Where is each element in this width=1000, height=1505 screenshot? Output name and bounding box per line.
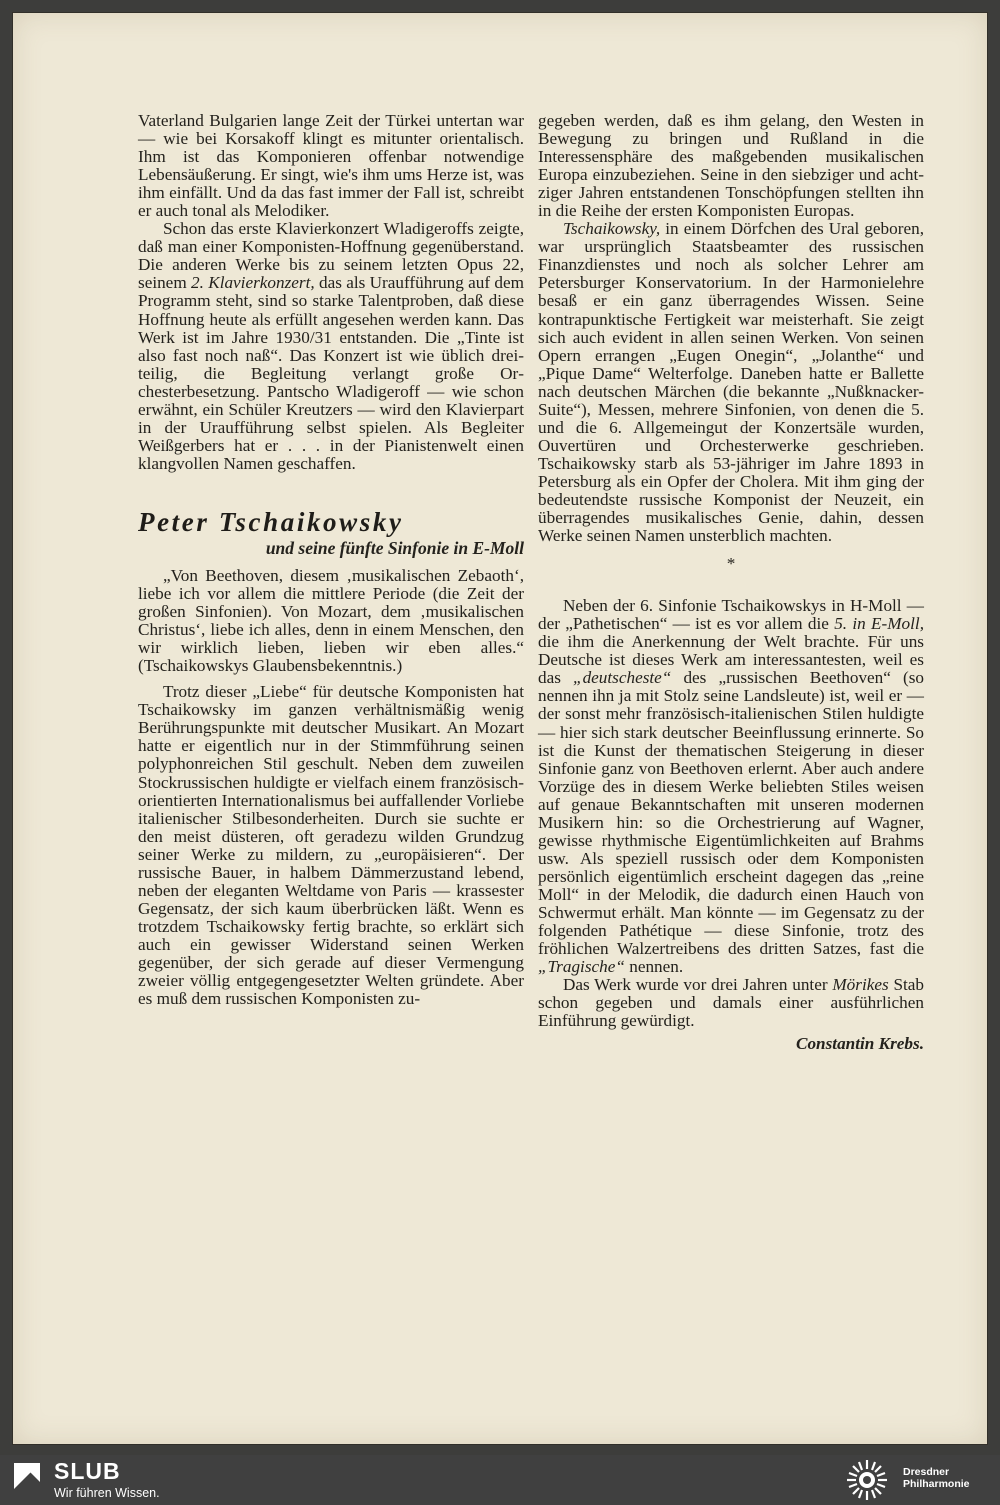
emphasis-text: „Tragische“ — [538, 957, 625, 977]
emphasis-text: 2. Klavierkonzert, — [191, 273, 315, 293]
text-column-left — [138, 112, 524, 1008]
author-signature: Constantin Krebs. — [796, 1034, 924, 1054]
paragraph — [538, 220, 924, 545]
partner-name-line: Philharmonie — [903, 1478, 970, 1490]
partner-name-line: Dresdner — [903, 1466, 950, 1478]
emphasis-text: Tschaikowsky, — [562, 219, 661, 239]
emphasis-text: „deutscheste“ — [573, 668, 672, 688]
slub-tagline: Wir führen Wissen. — [54, 1486, 160, 1500]
partner-name[interactable] — [903, 1466, 970, 1490]
philharmonie-logo-icon[interactable] — [840, 1458, 894, 1502]
footer-bar — [0, 1455, 1000, 1505]
text-run: das als Uraufführung auf dem Programm steht, sind so starke Talentproben, daß diese Hoffnung heute als erfüllt angesehen werden kann. Das Werk ist im Jahre 1930/31 entstanden. Die „Tinte ist also fast noch naß“. Das Konzert ist wie üblich dreiteilig, die Begleitung verlangt große Orchesterbesetzung. Pantscho Wladigeroff — wie schon erwähnt, ein Schüler Kreutzers — wird den Klavierpart in der Uraufführung selbst spielen. Als Begleiter Weißgerbers hat er . . . in der Pianistenwelt einen klangvollen Namen geschaffen. — [138, 273, 525, 473]
paragraph — [538, 976, 924, 1030]
text-run: Stab schon gegeben und damals einer ausführlichen Einführung gewürdigt. — [538, 975, 925, 1031]
slub-name[interactable]: SLUB — [54, 1458, 121, 1484]
section-subheading: und seine fünfte Sinfonie in E-Moll — [265, 537, 524, 558]
paragraph: gegeben werden, daß es ihm gelang, den Westen in Bewegung zu bringen und Rußland in die Interessensphäre des maßgebenden musikalischen Europa einzubeziehen. Seine in den siebziger und achtziger Jahren entstandenen Tonschöpfungen stellten ihn in die Reihe der ersten Komponisten Europas. — [538, 111, 924, 221]
epigraph-quote: „Von Beethoven, diesem ‚musikalischen Zebaoth‘, liebe ich vor allem die mittlere Periode (die Zeit der großen Sinfonien). Von Mozart, dem ‚musikalischen Christus‘, liebe ich alles, denn in einem Menschen, den wir wirklich lieben, lieben wir eben alles.“ (Tschaikowskys Glaubensbekenntnis.) — [138, 565, 524, 676]
text-run: Schon das erste Klavierkonzert Wladigeroffs zeigte, daß man einer Komponisten-Hoffnung gegenüberstand. Die anderen Werke bis zu seinem letzten Opus 22, seinem — [138, 219, 524, 293]
text-run: nennen. — [624, 957, 684, 977]
text-run: die ihm die Anerkennung der Welt brachte. Für uns Deutsche ist dieses Werk am interessantesten, weil es das — [538, 632, 924, 688]
section-separator: * — [726, 554, 736, 574]
text-run: des „russischen Beethoven“ (so nennen ihn ja mit Stolz seine Landsleute) ist, weil er — der sonst mehr französisch-italienischen Stilen huldigte — hier sich stark deutscher Beeinflussung erinnerte. So ist die Kunst der thematischen Steigerung in dieser Sinfonie ganz von Beethoven erlernt. Aber auch andere Vorzüge des in diesem Werke beliebten Stiles weisen auf genaue Bekanntschaften mit unseren modernen Musikern hin: so die Orchestrierung auf Wagner, gewisse rhythmische Eigentümlichkeiten auf Brahms usw. Als speziell russisch oder dem Komponisten persönlich eigentümlich erscheint dagegen das „reine Moll“ in der Melodik, die dadurch einen Hauch von Schwermut erhält. Man könnte — im Gegensatz zu der folgenden Pathétique — diese Sinfonie, trotz des fröhlichen Walzertreibens des dritten Satzes, fast die — [538, 668, 924, 959]
paragraph — [538, 597, 924, 976]
paragraph: Trotz dieser „Liebe“ für deutsche Komponisten hat Tschaikowsky im ganzen verhältnismäßig wenig Berührungspunkte mit deutscher Musikart. An Mozart hatte er eigentlich nur in der Stimmführung seinen polyphonreichen Stil geschult. Neben dem zuweilen Stockrussischen huldigte er vielfach einem französisch-orientierten Internationalismus bei auffallender Vorliebe italienischer Stilbesonderheiten. Durch sie suchte er den meist düsteren, oft geradezu wilden Grundzug seiner Werke zu mildern, zu „europäisieren“. Der russische Bauer, in halbem Dämmerzustand lebend, neben der eleganten Weltdame von Paris — krassester Gegensatz, der sich kaum überbrücken läßt. Wenn es trotzdem Tschaikowsky fertig brachte, so erklärt sich auch ein gewisser Widerstand seinen Werken gegenüber, der sich gerade auf dieser Vermengung zweier völlig entgegengesetzter Welten gründete. Aber es muß dem russischen Komponisten zu- — [138, 682, 524, 1009]
emphasis-text: 5. in E-Moll, — [834, 614, 924, 634]
paragraph: Vaterland Bulgarien lange Zeit der Türkei untertan war — wie bei Korsakoff klingt es mitunter orientalisch. Ihm ist das Komponieren offenbar notwendige Lebensäußerung. Er singt, wie's ihm ums Herze ist, was ihm einfällt. Und da das fast immer der Fall ist, schreibt er auch tonal als Melodiker. — [138, 111, 524, 221]
slub-logo-icon[interactable] — [12, 1461, 42, 1491]
paragraph — [138, 220, 524, 473]
text-run: Das Werk wurde vor drei Jahren unter — [562, 975, 833, 995]
text-run: in einem Dörfchen des Ural geboren, war ursprünglich Staatsbeamter des russischen Finanzdienstes und noch als solcher Lehrer am Petersburger Konservatorium. In der Harmonielehre besaß er ein ganz überragendes Wissen. Seine kontrapunktische Fertigkeit war meisterhaft. Sie zeigt sich auch evident in allen seinen Werken. Von seinen Opern errangen „Eugen Onegin“, „Jolanthe“ und „Pique Dame“ Welterfolge. Daneben hatte er Ballette nach deutschen Märchen (die bekannte „Nußknacker-Suite“), Messen, mehrere Sinfonien, von denen die 5. und die 6. Allgemeingut der Konzertsäle wurden, Ouvertüren und Orchesterwerke geschrieben. Tschaikowsky starb als 53-jähriger im Jahre 1893 in Petersburg als ein Opfer der Cholera. Mit ihm ging der bedeutendste russische Komponist der Neuzeit, ein überragendes musikalisches Genie, dahin, dessen Werke seinen Namen unsterblich machten. — [538, 219, 924, 546]
section-heading: Peter Tschaikowsky — [138, 506, 404, 537]
text-column-right — [538, 112, 924, 1053]
document-page — [12, 12, 988, 1445]
text-run: Neben der 6. Sinfonie Tschaikowskys in H-Moll — der „Pathetischen“ — ist es vor allem die — [538, 596, 924, 634]
emphasis-text: Mörikes — [832, 975, 889, 995]
